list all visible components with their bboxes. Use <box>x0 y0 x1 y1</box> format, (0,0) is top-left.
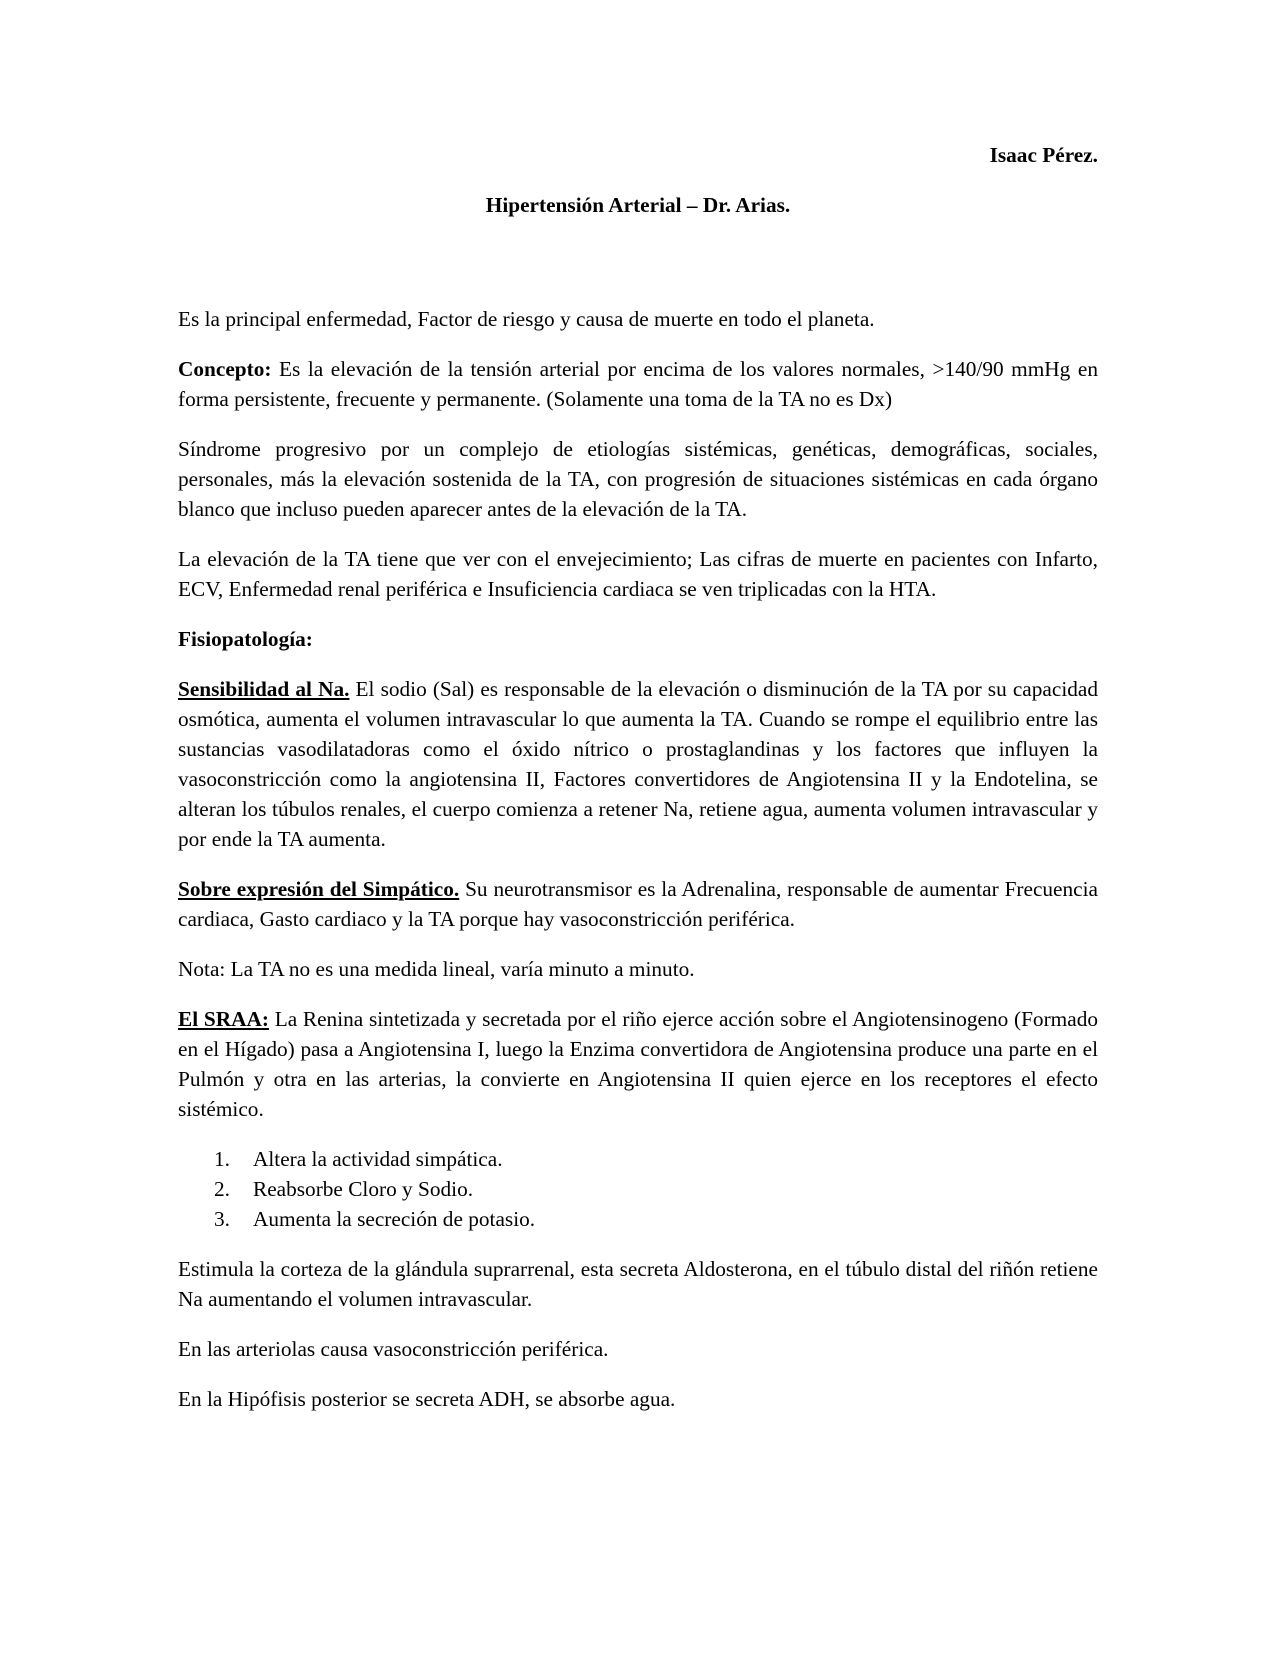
sodium-paragraph <box>178 674 1098 854</box>
list-item-number: 2. <box>214 1177 230 1201</box>
concept-paragraph <box>178 354 1098 414</box>
document-body <box>178 140 1098 1414</box>
list-item-number: 3. <box>214 1207 230 1231</box>
effects-list <box>178 1144 1098 1234</box>
intro-paragraph: Es la principal enfermedad, Factor de riesgo y causa de muerte en todo el planeta. <box>178 307 875 331</box>
sraa-text: La Renina sintetizada y secretada por el riño ejerce acción sobre el Angiotensinogeno (Formado en el Hígado) pasa a Angiotensina I, luego la Enzima convertidora de Angiotensina produce una parte en el Pulmón y otra en las arterias, la convierte en Angiotensina II quien ejerce en los receptores el efecto sistémico. <box>178 1007 1098 1121</box>
pituitary-paragraph: En la Hipófisis posterior se secreta ADH, se absorbe agua. <box>178 1387 676 1411</box>
list-item <box>178 1144 1098 1174</box>
concept-label: Concepto: <box>178 357 272 381</box>
aging-paragraph: La elevación de la TA tiene que ver con el envejecimiento; Las cifras de muerte en pacientes con Infarto, ECV, Enfermedad renal periférica e Insuficiencia cardiaca se ven triplicadas con la HTA. <box>178 547 1098 601</box>
list-item-text: Aumenta la secreción de potasio. <box>253 1207 536 1231</box>
list-item <box>178 1204 1098 1234</box>
syndrome-paragraph: Síndrome progresivo por un complejo de etiologías sistémicas, genéticas, demográficas, sociales, personales, más la elevación sostenida de la TA, con progresión de situaciones sistémicas en cada órgano blanco que incluso pueden aparecer antes de la elevación de la TA. <box>178 437 1098 521</box>
list-item <box>178 1174 1098 1204</box>
note-paragraph: Nota: La TA no es una medida lineal, varía minuto a minuto. <box>178 957 695 981</box>
document-title: Hipertensión Arterial – Dr. Arias. <box>485 193 791 217</box>
list-item-text: Altera la actividad simpática. <box>253 1147 503 1171</box>
physiopathology-heading: Fisiopatología: <box>178 627 313 651</box>
concept-text: Es la elevación de la tensión arterial por encima de los valores normales, >140/90 mmHg en forma persistente, frecuente y permanente. (Solamente una toma de la TA no es Dx) <box>178 357 1098 411</box>
sodium-label: Sensibilidad al Na. <box>178 677 350 701</box>
list-item-number: 1. <box>214 1147 230 1171</box>
sympathetic-paragraph <box>178 874 1098 934</box>
sodium-text: El sodio (Sal) es responsable de la elevación o disminución de la TA por su capacidad osmótica, aumenta el volumen intravascular lo que aumenta la TA. Cuando se rompe el equilibrio entre las sustancias vasodilatadoras como el óxido nítrico o prostaglandinas y los factores que influyen la vasoconstricción como la angiotensina II, Factores convertidores de Angiotensina II y la Endotelina, se alteran los túbulos renales, el cuerpo comienza a retener Na, retiene agua, aumenta volumen intravascular y por ende la TA aumenta. <box>178 677 1098 851</box>
arterioles-paragraph: En las arteriolas causa vasoconstricción periférica. <box>178 1337 609 1361</box>
author-name: Isaac Pérez. <box>989 143 1098 167</box>
adrenal-paragraph: Estimula la corteza de la glándula suprarrenal, esta secreta Aldosterona, en el túbulo distal del riñón retiene Na aumentando el volumen intravascular. <box>178 1257 1098 1311</box>
sraa-paragraph <box>178 1004 1098 1124</box>
sympathetic-label: Sobre expresión del Simpático. <box>178 877 460 901</box>
sraa-label: El SRAA: <box>178 1007 269 1031</box>
list-item-text: Reabsorbe Cloro y Sodio. <box>253 1177 474 1201</box>
sympathetic-text: Su neurotransmisor es la Adrenalina, responsable de aumentar Frecuencia cardiaca, Gasto cardiaco y la TA porque hay vasoconstricción periférica. <box>178 877 1098 931</box>
